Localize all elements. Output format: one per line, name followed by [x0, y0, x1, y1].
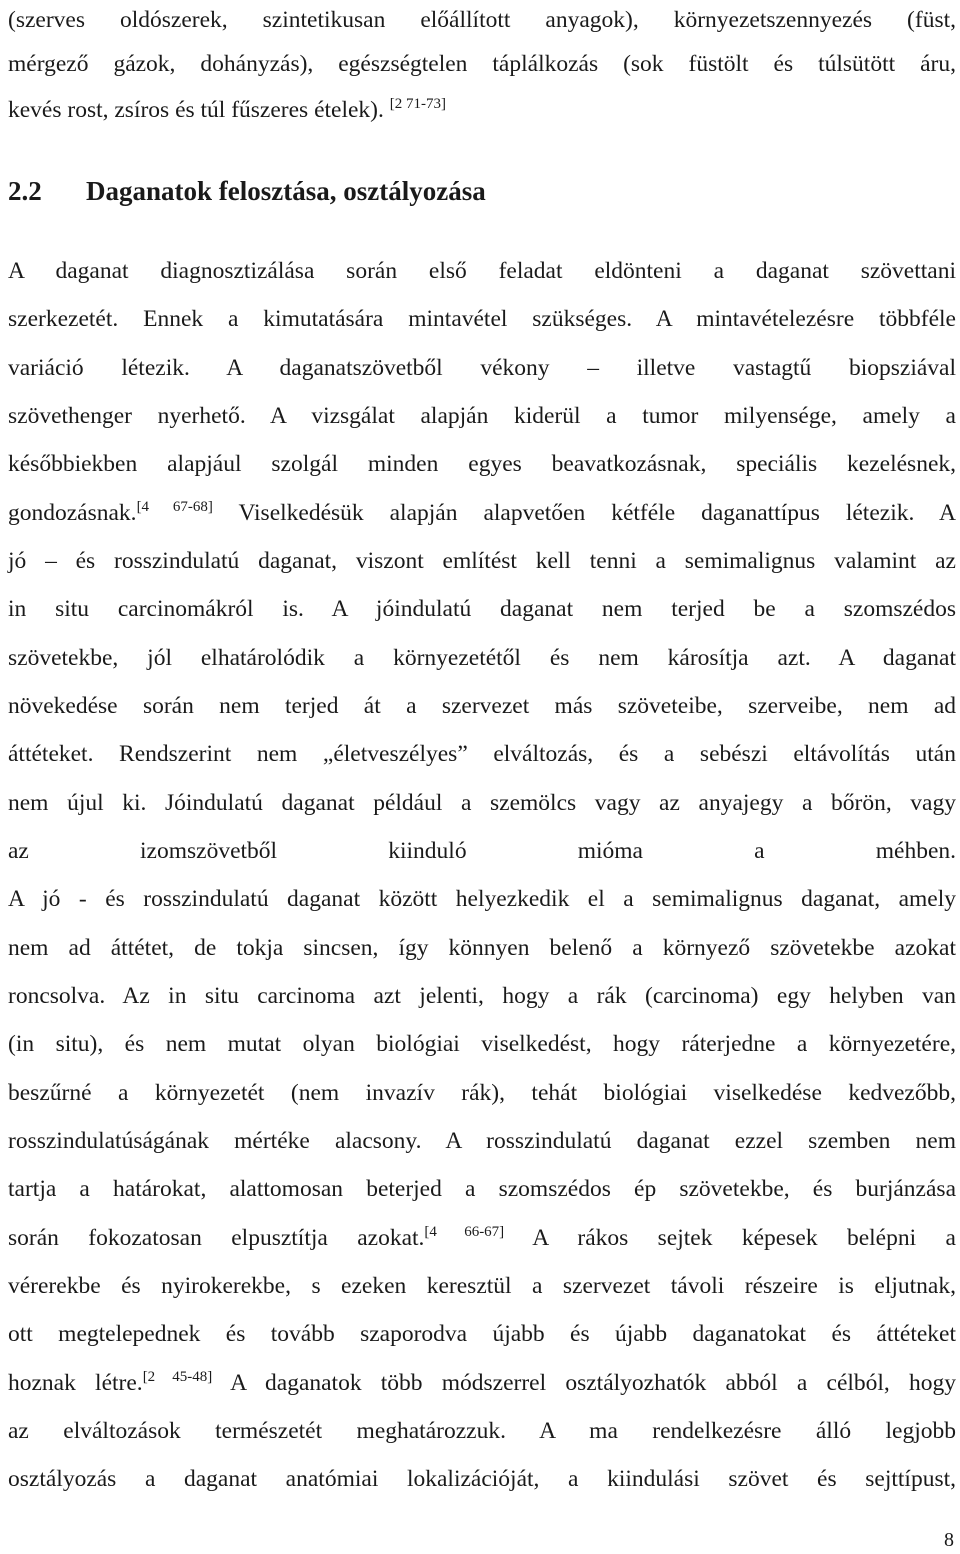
text-span: ott megtelepednek és tovább szaporodva újabb és újabb daganatokat és áttéteket [8, 1321, 956, 1347]
text-span: növekedése során nem terjed át a szervezet más szöveteibe, szerveibe, nem ad [8, 693, 956, 719]
text-span: az elváltozások természetét meghatározzuk. A ma rendelkezésre álló legjobb [8, 1418, 956, 1444]
page-number: 8 [944, 1529, 954, 1551]
text-span: során fokozatosan elpusztítja azokat. [8, 1225, 425, 1251]
text-line [8, 1169, 956, 1209]
text-span: vérerekbe és nyirokerekbe, s ezeken keresztül a szervezet távoli részeire is eljutnak, [8, 1273, 956, 1299]
text-line [8, 686, 956, 726]
text-span: gondozásnak. [8, 500, 137, 526]
text-line [8, 1459, 956, 1499]
text-line [8, 589, 956, 629]
text-span: (szerves oldószerek, szintetikusan előállított anyagok), környezetszennyezés (füst, [8, 7, 956, 33]
text-line [8, 1314, 956, 1354]
text-line [8, 976, 956, 1016]
text-span: A jó - és rosszindulatú daganat között helyezkedik el a semimalignus daganat, amely [8, 886, 956, 912]
text-span: Viselkedésük alapján alapvetően kétféle daganattípus létezik. A [212, 500, 956, 526]
text-span: szövethenger nyerhető. A vizsgálat alapján kiderül a tumor milyensége, amely a [8, 403, 956, 429]
text-span: roncsolva. Az in situ carcinoma azt jelenti, hogy a rák (carcinoma) egy helyben van [8, 983, 956, 1009]
citation-reference: [2 45-48] [142, 1369, 213, 1385]
text-span: szerkezetét. Ennek a kimutatására mintavétel szükséges. A mintavételezésre többféle [8, 306, 956, 332]
section-number: 2.2 [8, 176, 42, 206]
text-span: A daganat diagnosztizálása során első feladat eldönteni a daganat szövettani [8, 258, 956, 284]
text-line [8, 1218, 956, 1258]
text-line [8, 251, 956, 291]
citation-reference: [4 67-68] [136, 499, 213, 515]
text-line [8, 831, 956, 871]
text-span: nem ad áttétet, de tokja sincsen, így könnyen belenő a környező szövetekbe azokat [8, 935, 956, 961]
text-line [8, 879, 956, 919]
text-span: jó – és rosszindulatú daganat, viszont említést kell tenni a semimalignus valamint az [8, 548, 956, 574]
text-span: nem újul ki. Jóindulatú daganat például a szemölcs vagy az anyajegy a bőrön, vagy [8, 790, 956, 816]
text-span: rosszindulatúságának mértéke alacsony. A rosszindulatú daganat ezzel szemben nem [8, 1128, 956, 1154]
text-line [8, 1363, 956, 1403]
text-line [8, 90, 956, 130]
text-span: osztályozás a daganat anatómiai lokalizációját, a kiindulási szövet és sejttípust, [8, 1466, 956, 1492]
text-span: hoznak létre. [8, 1370, 143, 1396]
section-title: Daganatok felosztása, osztályozása [86, 176, 486, 206]
text-span: A daganatok több módszerrel osztályozhatók abból a célból, hogy [212, 1370, 956, 1396]
text-line [8, 1411, 956, 1451]
text-line [8, 444, 956, 484]
text-span: in situ carcinomákról is. A jóindulatú daganat nem terjed be a szomszédos [8, 596, 956, 622]
text-line [8, 1121, 956, 1161]
text-line [8, 1024, 956, 1064]
text-line [8, 348, 956, 388]
text-span: szövetekbe, jól elhatárolódik a környezetétől és nem károsítja azt. A daganat [8, 645, 956, 671]
text-span: áttéteket. Rendszerint nem „életveszélyes” elváltozás, és a sebészi eltávolítás után [8, 741, 956, 767]
text-line [8, 783, 956, 823]
text-line [8, 0, 956, 40]
text-line [8, 493, 956, 533]
text-line [8, 638, 956, 678]
text-span: (in situ), és nem mutat olyan biológiai viselkedést, hogy ráterjedne a környezetére, [8, 1031, 956, 1057]
text-line [8, 541, 956, 581]
text-span: kevés rost, zsíros és túl fűszeres ételek). [8, 97, 384, 123]
text-line [8, 734, 956, 774]
text-span: az izomszövetből kiinduló mióma a méhben. [8, 838, 956, 864]
text-line [8, 1266, 956, 1306]
text-span: későbbiekben alapjául szolgál minden egyes beavatkozásnak, speciális kezelésnek, [8, 451, 956, 477]
citation-reference: [4 66-67] [424, 1224, 505, 1240]
section-heading [8, 169, 956, 213]
text-span: beszűrné a környezetét (nem invazív rák), tehát biológiai viselkedése kedvezőbb, [8, 1080, 956, 1106]
text-line [8, 44, 956, 84]
text-line [8, 928, 956, 968]
text-span: A rákos sejtek képesek belépni a [504, 1225, 956, 1251]
text-span: tartja a határokat, alattomosan beterjed a szomszédos ép szövetekbe, és burjánzása [8, 1176, 956, 1202]
text-line [8, 396, 956, 436]
text-span: variáció létezik. A daganatszövetből vékony – illetve vastagtű biopsziával [8, 355, 956, 381]
citation-reference: [2 71-73] [389, 96, 446, 112]
text-line [8, 299, 956, 339]
text-span: mérgező gázok, dohányzás), egészségtelen táplálkozás (sok füstölt és túlsütött áru, [8, 51, 956, 77]
text-line [8, 1073, 956, 1113]
